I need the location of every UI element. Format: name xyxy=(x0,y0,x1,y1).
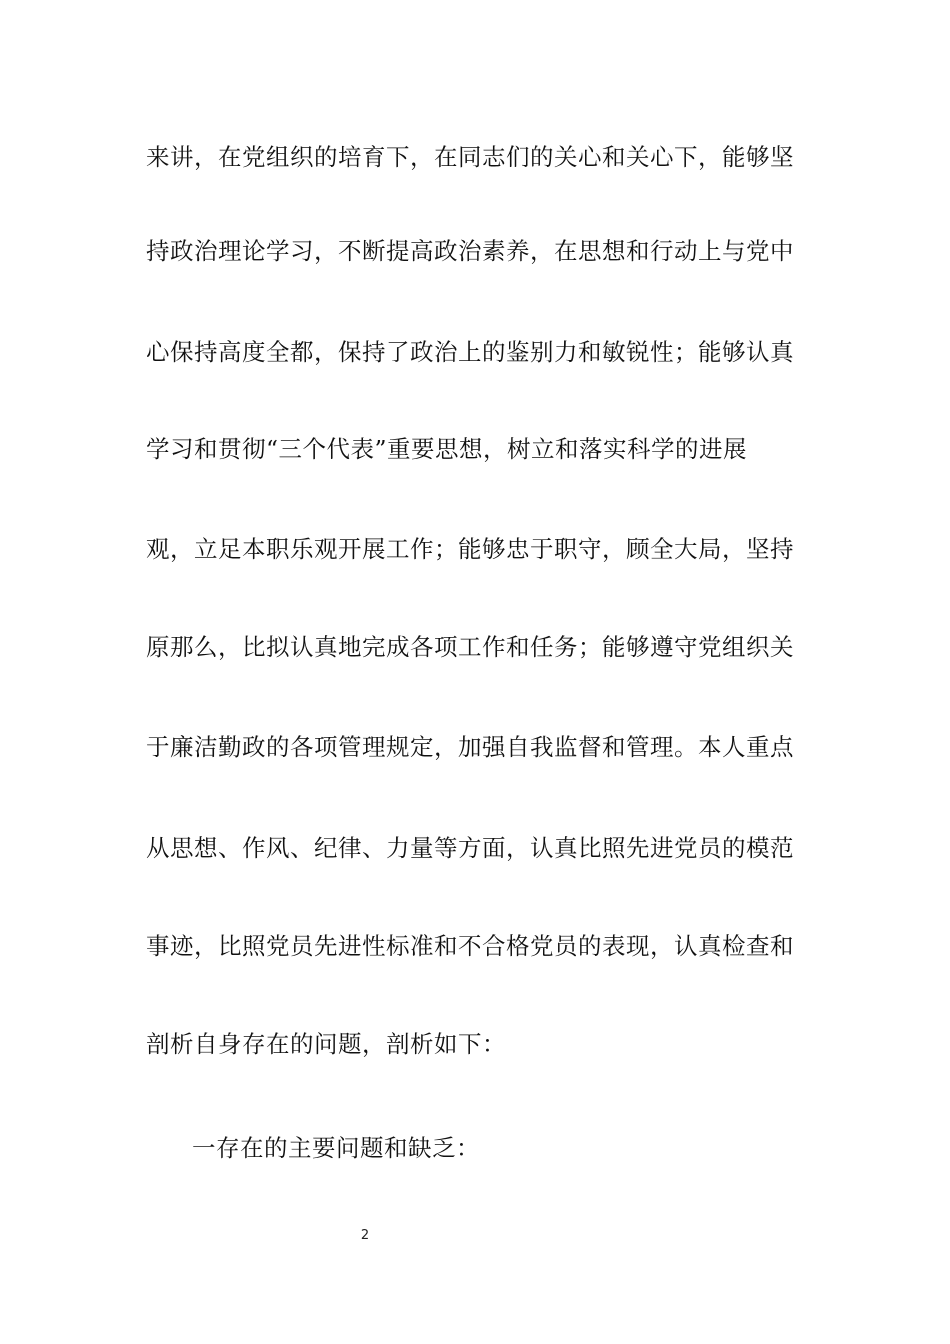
text-line-8: 从思想、作风、纪律、力量等方面，认真比照先进党员的模范 xyxy=(146,834,794,862)
page-number: 2 xyxy=(360,1228,370,1243)
text-line-7: 于廉洁勤政的各项管理规定，加强自我监督和管理。本人重点 xyxy=(146,733,794,761)
section-heading: 一存在的主要问题和缺乏： xyxy=(192,1134,480,1162)
text-line-3: 心保持高度全都，保持了政治上的鉴别力和敏锐性；能够认真 xyxy=(146,338,794,366)
text-line-9: 事迹，比照党员先进性标准和不合格党员的表现，认真检查和 xyxy=(146,932,794,960)
text-line-5: 观，立足本职乐观开展工作；能够忠于职守，顾全大局，坚持 xyxy=(146,535,794,563)
text-line-10: 剖析自身存在的问题，剖析如下： xyxy=(146,1030,506,1058)
text-line-4: 学习和贯彻“三个代表”重要思想，树立和落实科学的进展 xyxy=(146,435,748,463)
text-line-1: 来讲，在党组织的培育下，在同志们的关心和关心下，能够坚 xyxy=(146,143,794,171)
text-line-6: 原那么，比拟认真地完成各项工作和任务；能够遵守党组织关 xyxy=(146,633,794,661)
text-line-2: 持政治理论学习，不断提高政治素养，在思想和行动上与党中 xyxy=(146,237,794,265)
